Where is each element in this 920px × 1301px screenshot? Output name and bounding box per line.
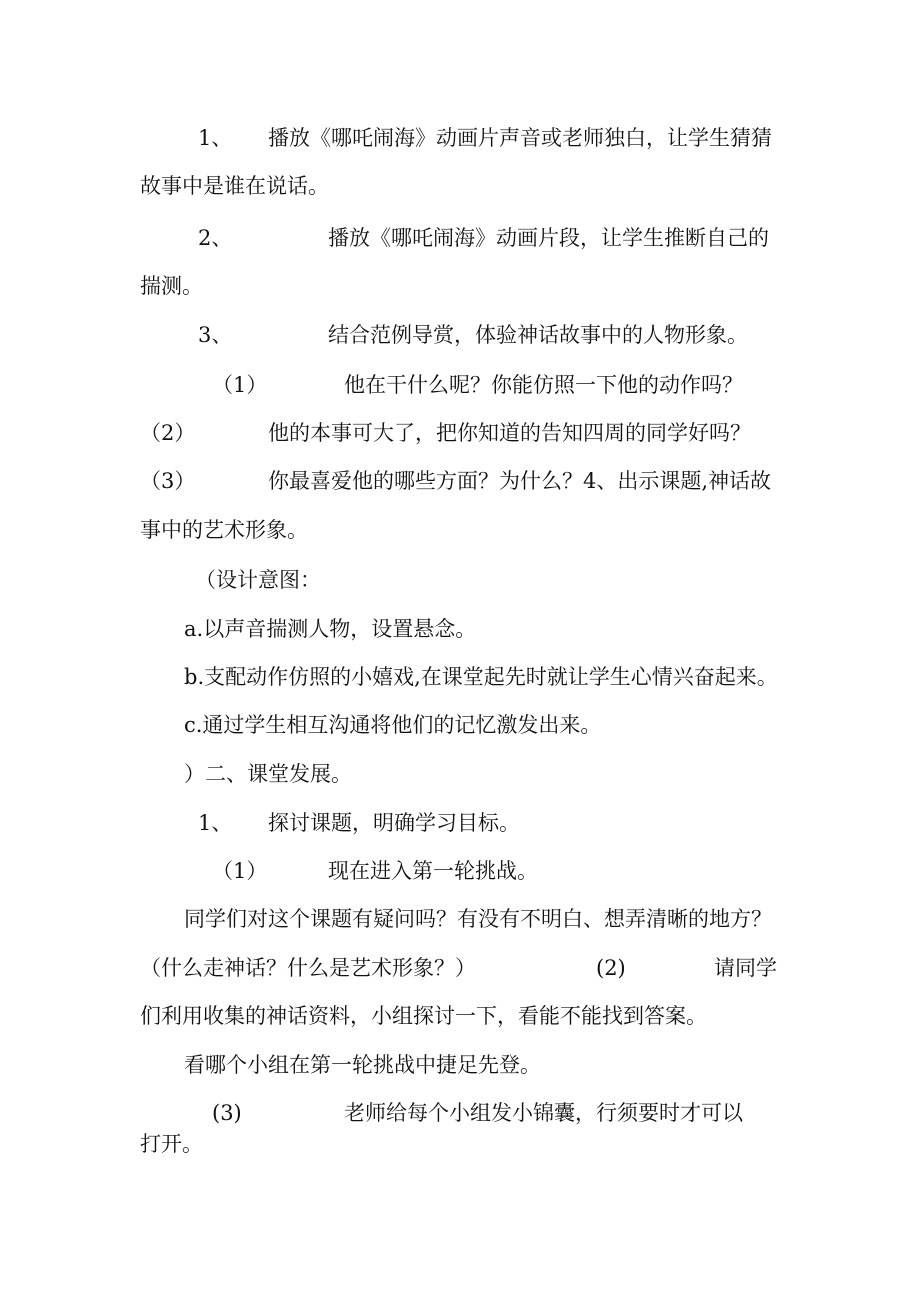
paragraph-line: 播放《哪吒闹海》动画片段，让学生推断自己的 xyxy=(328,226,769,250)
paragraph-line: 打开。 xyxy=(140,1132,203,1156)
paragraph-line: 们利用收集的神话资料，小组探讨一下，看能不能找到答案。 xyxy=(140,1004,707,1028)
paragraph-line: 他在干什么呢？你能仿照一下他的动作吗？ xyxy=(344,373,743,397)
item-number: (2) xyxy=(596,956,626,980)
paragraph-line: 结合范例导赏，体验神话故事中的人物形象。 xyxy=(328,323,748,347)
item-number: 2、 xyxy=(198,226,233,250)
item-number: 1、 xyxy=(198,811,233,835)
paragraph-line: 揣测。 xyxy=(140,274,203,298)
paragraph-line: 你最喜爱他的哪些方面？为什么？4、出示课题,神话故 xyxy=(268,469,772,493)
item-number: 3、 xyxy=(198,323,233,347)
paragraph-line: （设计意图： xyxy=(195,568,321,592)
paragraph-line: 同学们对这个课题有疑问吗？有没有不明白、想弄清晰的地方？ xyxy=(184,907,772,931)
paragraph-line: 请同学 xyxy=(714,956,777,980)
paragraph-line: 他的本事可大了，把你知道的告知四周的同学好吗？ xyxy=(268,421,751,445)
paragraph-line: a.以声音揣测人物，设置悬念。 xyxy=(184,617,477,641)
paragraph-line: 现在进入第一轮挑战。 xyxy=(328,859,538,883)
paragraph-line: （什么走神话？什么是艺术形象？） xyxy=(140,956,476,980)
paragraph-line: b.支配动作仿照的小嬉戏,在课堂起先时就让学生心情兴奋起来。 xyxy=(184,665,778,689)
paragraph-line: c.通过学生相互沟通将他们的记忆激发出来。 xyxy=(184,713,602,737)
paragraph-line: 看哪个小组在第一轮挑战中捷足先登。 xyxy=(184,1053,541,1077)
item-number: (3) xyxy=(212,1101,242,1125)
item-number: （2） xyxy=(140,421,196,445)
paragraph-line: 老师给每个小组发小锦囊，行须要时才可以 xyxy=(344,1101,743,1125)
item-number: （1） xyxy=(212,859,268,883)
item-number: （3） xyxy=(140,469,196,493)
paragraph-line: 播放《哪吒闹海》动画片声音或老师独白，让学生猜猜 xyxy=(268,126,772,150)
section-heading: ）二、课堂发展。 xyxy=(184,762,352,786)
item-number: （1） xyxy=(212,373,268,397)
item-number: 1、 xyxy=(198,126,233,150)
paragraph-line: 探讨课题，明确学习目标。 xyxy=(268,811,520,835)
paragraph-line: 事中的艺术形象。 xyxy=(140,518,308,542)
paragraph-line: 故事中是谁在说话。 xyxy=(140,174,329,198)
